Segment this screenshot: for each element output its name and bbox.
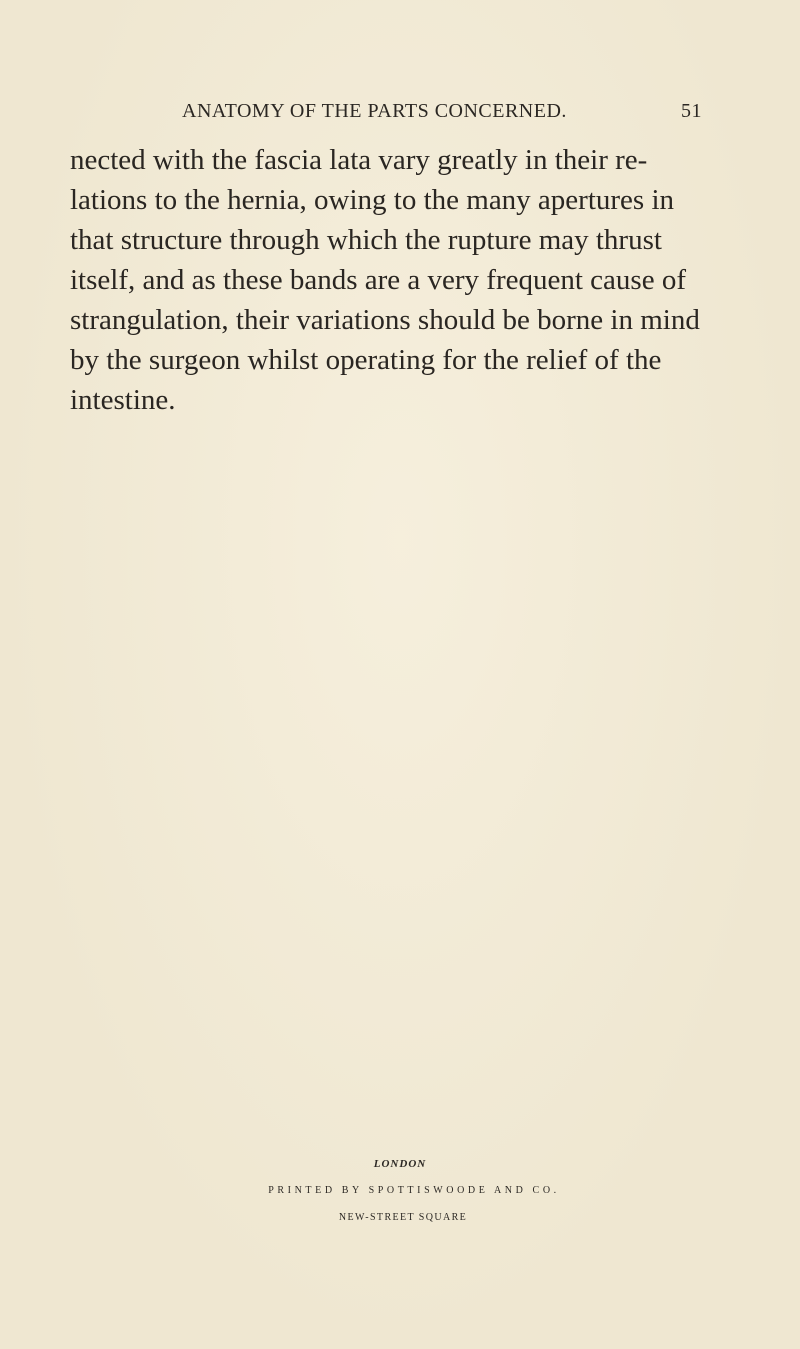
text-line: nected with the fascia lata vary greatly in their re- [70,144,648,176]
imprint-street: NEW-STREET SQUARE [338,1212,468,1223]
running-head [182,100,702,130]
text-line: itself, and as these bands are a very frequent cause of [70,264,686,296]
text-line: lations to the hernia, owing to the many apertures in [70,184,675,216]
text-line: by the surgeon whilst operating for the relief of the [70,344,662,376]
page-number: 51 [681,100,702,122]
running-head-title: ANATOMY OF THE PARTS CONCERNED. [182,100,567,122]
imprint-city: LONDON [373,1158,427,1170]
text-line: intestine. [70,384,176,416]
text-line: that structure through which the rupture may thrust [70,224,662,256]
text-line: strangulation, their variations should be borne in mind [70,304,700,336]
imprint-printer: PRINTED BY SPOTTISWOODE AND CO. [268,1185,560,1196]
body-paragraph [70,140,720,420]
